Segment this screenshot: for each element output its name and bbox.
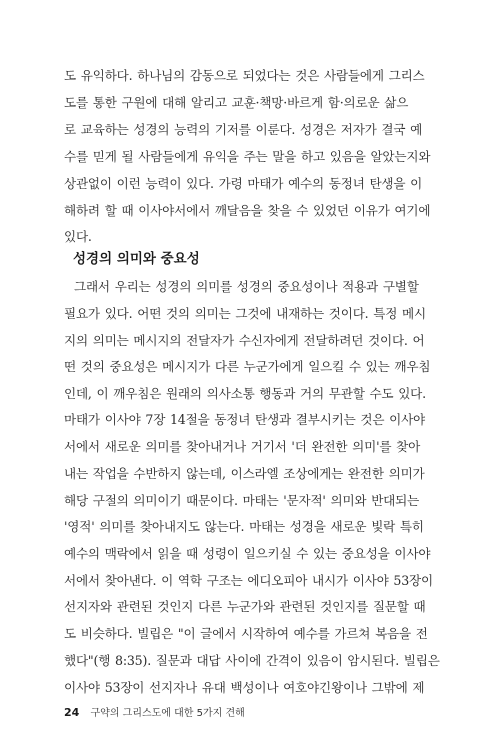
text-line: 수를 믿게 될 사람들에게 유익을 주는 말을 하고 있음을 알았는지와 — [64, 149, 431, 164]
text-line: 지의 의미는 메시지의 전달자가 수신자에게 전달하려던 것이다. 어 — [64, 333, 425, 348]
section-heading: 성경의 의미와 중요성 — [73, 251, 200, 267]
page-footer — [64, 706, 245, 721]
text-line: 해하려 할 때 이사야서에서 깨달음을 찾을 수 있었던 이유가 여기에 — [64, 203, 431, 218]
page-number: 24 — [64, 706, 80, 719]
text-line: '영적' 의미를 찾아내지도 않는다. 마태는 성경을 새로운 빛락 특히 — [64, 519, 424, 534]
text-line: 상관없이 이런 능력이 있다. 가령 마태가 예수의 동정녀 탄생을 이 — [64, 176, 423, 191]
text-line: 내는 작업을 수반하지 않는데, 이스라엘 조상에게는 완전한 의미가 — [64, 466, 425, 481]
text-line: 필요가 있다. 어떤 것의 의미는 그것에 내재하는 것이다. 특정 메시 — [64, 306, 426, 321]
text-line: 떤 것의 중요성은 메시지가 다른 누군가에게 일으킬 수 있는 깨우침 — [64, 359, 431, 374]
text-line: 서에서 찾아낸다. 이 역학 구조는 에디오피아 내시가 이사야 53장이 — [64, 573, 433, 588]
text-line: 예수의 맥락에서 읽을 때 성령이 일으키실 수 있는 중요성을 이사야 — [64, 546, 431, 561]
text-line: 도 유익하다. 하나님의 감동으로 되었다는 것은 사람들에게 그리스 — [64, 68, 425, 83]
text-line: 도 비슷하다. 빌립은 "이 글에서 시작하여 예수를 가르쳐 복음을 전 — [64, 626, 428, 641]
text-line: 이사야 53장이 선지자나 유대 백성이나 여호야긴왕이나 그밖에 제 — [64, 680, 425, 695]
text-line: 선지자와 관련된 것인지 다른 누군가와 관련된 것인지를 질문할 때 — [64, 599, 426, 614]
running-title: 구약의 그리스도에 대한 5가지 견해 — [90, 708, 245, 719]
text-line: 인데, 이 깨우침은 원래의 의사소통 행동과 거의 무관할 수도 있다. — [64, 386, 426, 401]
text-line: 있다. — [64, 229, 92, 244]
text-line: 했다"(행 8:35). 질문과 대답 사이에 간격이 있음이 암시된다. 빌립은 — [64, 653, 440, 668]
text-line: 도를 통한 구원에 대해 알리고 교훈·책망·바르게 함·의로운 삶으 — [64, 95, 409, 110]
text-line: 마태가 이사야 7장 14절을 동정녀 탄생과 결부시키는 것은 이사야 — [64, 412, 426, 427]
text-line: 그래서 우리는 성경의 의미를 성경의 중요성이나 적용과 구별할 — [74, 279, 419, 294]
text-line: 서에서 새로운 의미를 찾아내거나 거기서 '더 완전한 의미'를 찾아 — [64, 439, 421, 454]
text-line: 해당 구절의 의미이기 때문이다. 마태는 '문자적' 의미와 반대되는 — [64, 493, 420, 508]
text-line: 로 교육하는 성경의 능력의 기저를 이룬다. 성경은 저자가 결국 예 — [64, 122, 423, 137]
